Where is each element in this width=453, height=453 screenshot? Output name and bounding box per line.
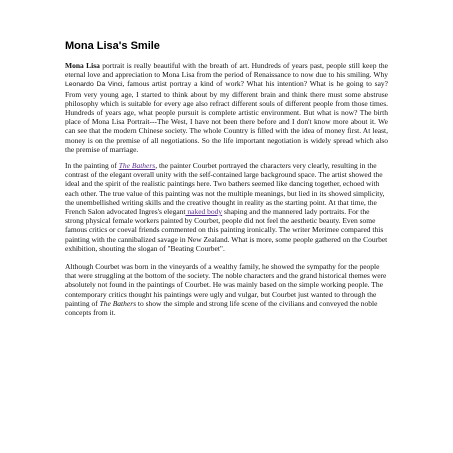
artist-name: Leonardo Da Vinci <box>65 81 123 89</box>
the-bathers-emphasis: The Bathers <box>99 298 137 308</box>
paragraph-1 <box>65 61 388 154</box>
paragraph-1-text-b: , famous artist portray a kind of work? What his intention? What is he going to say? From very young age, I started to think about by my different brain and think there must some abstruse philosophy which is suitable for every age also refract different souls of different people from those times. Hundreds of years age, what people pursuit is complete artistic environment. But what is now? The birth place of Mona Lisa Portrait---The West, I have not been there before and I don't know more about it. We can see that the modern Chinese society. The whole Country is filled with the idea of money first. At least, money is on the premise of all negotiations. So the life important negotiation is widely spread which also the premise of marriage. <box>65 79 388 154</box>
paragraph-3 <box>65 262 388 317</box>
naked-body-link[interactable]: naked body <box>185 207 223 217</box>
the-bathers-link[interactable]: The Bathers <box>118 161 156 171</box>
paragraph-1-text-a: portrait is really beautiful with the breath of art. Hundreds of years past, people still keep the eternal love and appreciation to Mona Lisa from the period of Renaissance to now due to his smiling. Why <box>65 61 388 80</box>
paragraph-3-text-b: to show the simple and strong life scene of the civilians and conveyed the noble concepts from it. <box>65 298 378 318</box>
paragraph-3-text-a: Although Courbet was born in the vineyards of a wealthy family, he showed the sympathy for the people that were struggling at the bottom of the society. The noble characters and the grand historical themes were absolutely not found in the paintings of Courbet. He was mainly based on the simple working people. The contemporary critics thought his paintings were ugly and vulgar, but Courbet just wanted to through the painting of <box>65 262 387 308</box>
document-title: Mona Lisa's Smile <box>65 40 160 52</box>
paragraph-2-text-a: In the painting of <box>65 161 119 171</box>
paragraph-2 <box>65 161 388 253</box>
paragraph-2-text-c: shaping and the mannered lady portraits. For the strong physical female workers painted by Courbet, people did not feel the aesthetic beauty. Even some famous critics or coeval friends commented on this painting ironically. The writer Merimee compared this painting with the cannibalized savage in New Zealand. What is more, some people gathered on the Courbet exhibition, shouting the slogan of "Beating Courbet". <box>65 207 388 253</box>
paragraph-1-lead: Mona Lisa <box>65 61 100 70</box>
paragraph-2-text-b: , the painter Courbet portrayed the characters very clearly, resulting in the contrast of the elegant overall unity with the self-contained large background space. The artist showed the ideal and the spirit of the realistic paintings here. Two bathers seemed like dancing together, echoed with each other. The true value of this painting was not the multiple meanings, but lied in its showed simplicity, the unembellished writing skills and the creative thought in reality as the starting point. At that time, the French Salon advocated Ingres's elegant <box>65 161 385 217</box>
